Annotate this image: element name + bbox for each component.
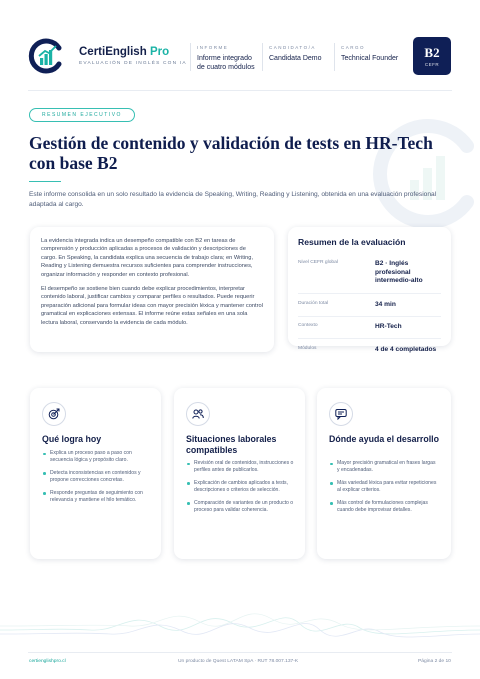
row-divider [298,338,441,339]
evaluation-summary-card: Resumen de la evaluación Nivel CEFR global B2 · Inglés profesional intermedio-alto Duración total 34 min Contexto HR-Tech Módulos 4 de 4 completados [288,227,451,346]
feature-card-development [317,388,451,559]
footer-divider [28,652,452,653]
meta-candidate: CANDIDATO/A Candidata Demo [269,45,322,62]
meta-role: CARGO Technical Founder [341,45,399,62]
title-accent-line [29,181,61,182]
brand-tagline: EVALUACIÓN DE INGLÉS CON IA [79,61,187,66]
feature-card-situations [174,388,305,559]
feature-list [186,460,296,519]
list-item: Revisión oral de contenidos, instrucciones o perfiles antes de publicarlos. [186,460,296,475]
target-icon [42,402,66,426]
feature-list [42,450,152,509]
feature-card-achievements [30,388,161,559]
sound-wave-decoration [0,600,480,652]
page-title: Gestión de contenido y validación de tests en HR-Tech con base B2 [29,133,433,173]
feature-title: Situaciones laborales compatibles [186,434,277,455]
header-divider [28,90,452,91]
list-item: Más variedad léxica para evitar repeticiones al explicar criterios. [329,480,439,495]
summary-card-title: Resumen de la evaluación [298,237,406,247]
summary-paragraph: La evidencia integrada indica un desempeño compatible con B2 en tareas de comprensión y producción aplicadas a procesos de validación y descripciones de cargo. En Speaking, la candidata explica una secuencia de trabajo clara; en Writing, Reading y Listening demuestra recursos suficientes para comprender instrucciones, organizar información y responder en contexto profesional. [41,238,254,278]
header-separator [334,43,335,71]
list-item: Comparación de variantes de un producto o proceso para validar coherencia. [186,500,296,515]
certienglish-logo-icon [28,38,64,74]
list-item: Detecta inconsistencias en contenidos y propone correcciones concretas. [42,470,152,485]
summary-paragraph: El desempeño se sostiene bien cuando debe explicar procedimientos, interpretar contenido laboral, justificar cambios y comparar perfiles o resultados. Puede requerir preparación adicional para formular ideas con mayor precisión léxica y mantener control gramatical en explicaciones extensas. El informe reúne estas señales en una sola lectura laboral, conservando la evidencia de cada módulo. [41,286,263,326]
intro-text: Este informe consolida en un solo resultado la evidencia de Speaking, Writing, Reading y Listening, obtenida en una evaluación profesional adaptada al cargo. [29,191,437,208]
list-item: Más control de formulaciones complejas cuando debe improvisar detalles. [329,500,439,515]
header-separator [262,43,263,71]
row-divider [298,293,441,294]
brand-name: CertiEnglish Pro [79,46,170,58]
cefr-level-badge: B2 CEFR [413,37,451,75]
list-item: Mayor precisión gramatical en frases largas y encadenadas. [329,460,439,475]
footer-website-link[interactable]: certienglishpro.cl [29,659,66,664]
header-separator [190,43,191,71]
feature-list [329,460,439,519]
list-item: Responde preguntas de seguimiento con relevancia y mantiene el hilo temático. [42,490,152,505]
list-item: Explica un proceso paso a paso con secuencia lógica y propósito claro. [42,450,152,465]
feature-title: Dónde ayuda el desarrollo [329,434,439,444]
footer-company: Un producto de Quest LATAM SpA · RUT 78.007.137-K [178,659,299,664]
footer-page-number: Página 2 de 10 [418,659,451,664]
feature-title: Qué logra hoy [42,434,102,444]
executive-summary-card [30,227,274,352]
row-divider [298,316,441,317]
users-icon [186,402,210,426]
section-pill: RESUMEN EJECUTIVO [29,108,135,122]
list-item: Explicación de cambios aplicados a tests, descripciones o criterios de selección. [186,480,296,495]
meta-report: INFORME Informe integrado de cuatro módulos [197,45,255,71]
chat-icon [329,402,353,426]
